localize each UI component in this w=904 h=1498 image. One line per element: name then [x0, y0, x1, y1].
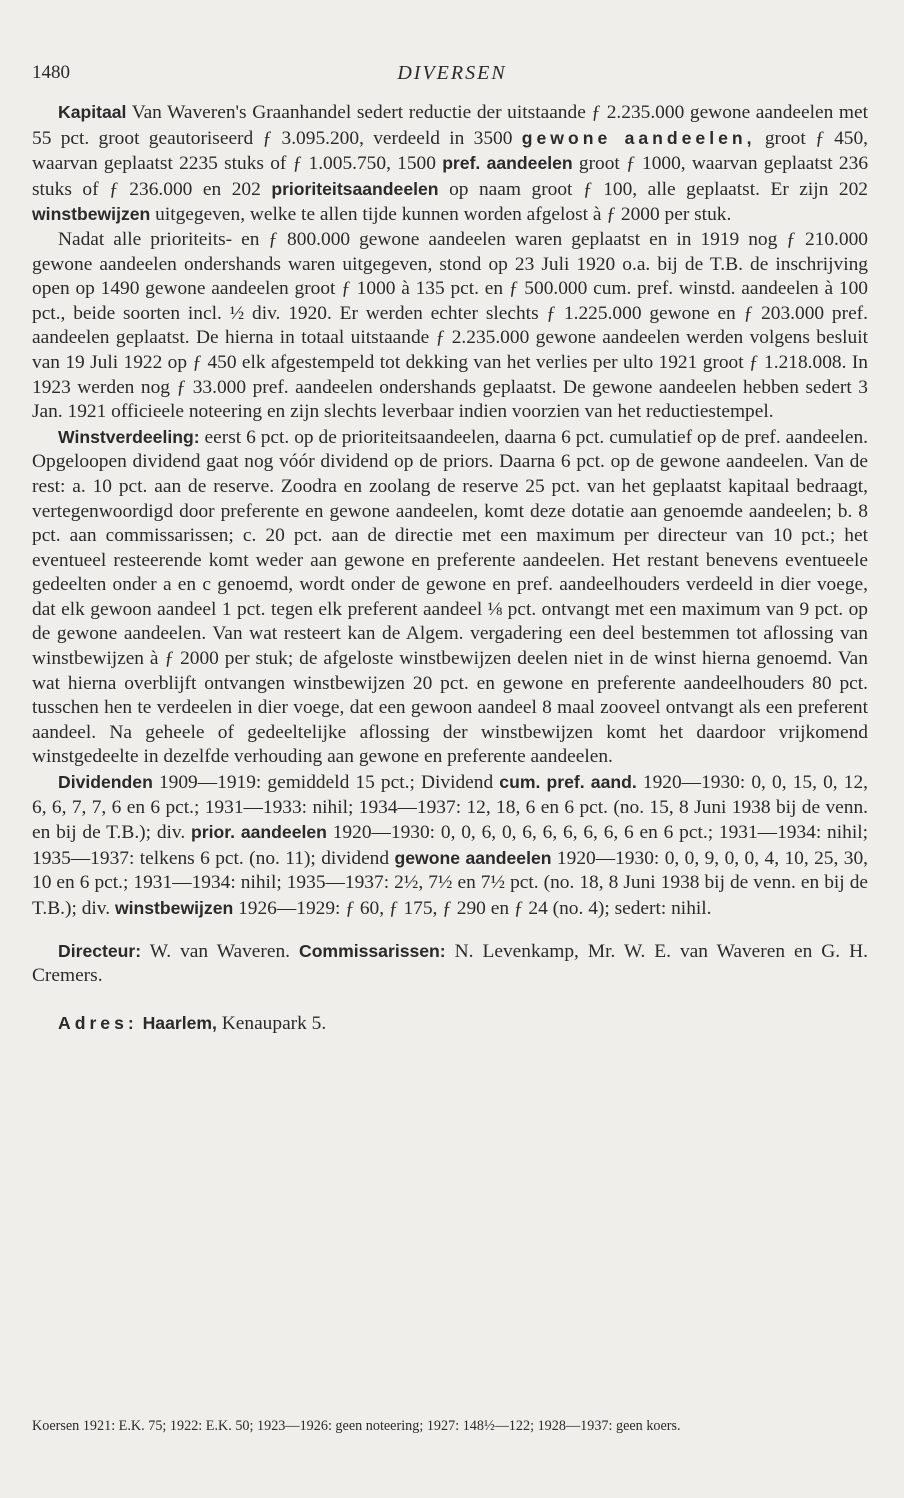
- nadat-paragraph: Nadat alle prioriteits- en ƒ 800.000 gewone aandeelen waren geplaatst en in 1919 nog ƒ 210.000 gewone aandeelen ondershands waren uitgegeven, stond op 23 Juli 1920 o.a. bij de T.B. de inschrijving open op 1490 gewone aandeelen groot ƒ 1000 à 135 pct. en ƒ 500.000 cum. pref. winstd. aandeelen à 100 pct., beide soorten incl. ½ div. 1920. Er werden echter slechts ƒ 1.225.000 gewone en ƒ 203.000 pref. aandeelen geplaatst. De hierna in totaal uitstaande ƒ 2.235.000 gewone aandeelen werden volgens besluit van 19 Juli 1922 op ƒ 450 elk afgestempeld tot dekking van het verlies per ulto 1921 groot ƒ 1.218.008. In 1923 werden nog ƒ 33.000 pref. aandeelen ondershands geplaatst. De gewone aandeelen hebben sedert 3 Jan. 1921 officieele noteering en zijn slechts leverbaar indien voorzien van het reductiestempel.: [32, 228, 868, 423]
- kapitaal-text-5: uitgegeven, welke te allen tijde kunnen worden afgelost à ƒ 2000 per stuk.: [150, 204, 732, 226]
- page-header: [32, 62, 872, 88]
- kapitaal-paragraph: [32, 100, 868, 228]
- kapitaal-label: Kapitaal: [58, 102, 127, 122]
- winstbewijzen-dividend-term: winstbewijzen: [114, 898, 234, 918]
- directeur-text-1: W. van Waveren.: [141, 940, 299, 962]
- page-number: 1480: [32, 62, 70, 83]
- dividenden-text-2: 1920—1930: 0, 0, 15, 0, 12, 6, 6, 7, 7, 6 en 6 pct.; 1931—1933: nihil; 1934—1937: 12, 18, 6 en 6 pct. (no. 15, 8 Juni 1938 bij de venn. en bij de T.B.); div.: [32, 772, 868, 844]
- adres-label: Adres:: [58, 1012, 138, 1033]
- adres-paragraph: [32, 1011, 868, 1037]
- gewone-aandeelen-dividend-term: gewone aandeelen: [394, 847, 552, 868]
- kapitaal-text-1: Van Waveren's Graanhandel sedert reductie der uitstaande ƒ 2.235.000 gewone aandeelen met 55 pct. groot geautoriseerd ƒ 3.095.200, verdeeld in 3500: [32, 102, 868, 149]
- cum-pref-term: cum. pref. aand.: [499, 772, 637, 793]
- prioriteitsaandeelen-term: prioriteitsaandeelen: [271, 178, 439, 199]
- commissarissen-label: Commissarissen:: [298, 940, 446, 961]
- dividenden-text-5: 1926—1929: ƒ 60, ƒ 175, ƒ 290 en ƒ 24 (no. 4); sedert: nihil.: [233, 898, 712, 919]
- dividenden-paragraph: [32, 770, 868, 922]
- dividenden-text-4: 1920—1930: 0, 0, 9, 0, 0, 4, 10, 25, 30, 10 en 6 pct.; 1931—1934: nihil; 1935—1937: 2½, 7½ en 7½ pct. (no. 18, 8 Juni 1938 bij de venn. en bij de T.B.); div.: [32, 847, 869, 919]
- prior-aandeelen-term: prior. aandeelen: [191, 822, 327, 843]
- running-title: DIVERSEN: [397, 62, 507, 84]
- kapitaal-text-2: groot ƒ 450, waarvan geplaatst 2235 stuks of ƒ 1.005.750, 1500: [32, 127, 868, 175]
- directeur-label: Directeur:: [58, 940, 142, 961]
- winstbewijzen-term: winstbewijzen: [32, 204, 151, 225]
- pref-aandeelen-term: pref. aandeelen: [442, 153, 573, 174]
- winstverdeeling-label: Winstverdeeling:: [58, 426, 200, 447]
- dividenden-text-3: 1920—1930: 0, 0, 6, 0, 6, 6, 6, 6, 6, 6 en 6 pct.; 1931—1934: nihil; 1935—1937: telkens 6 pct. (no. 11); dividend: [32, 822, 868, 869]
- winstverdeeling-paragraph: [32, 425, 868, 770]
- directeur-text-2: N. Levenkamp, Mr. W. E. van Waveren en G. H. Cremers.: [32, 940, 868, 987]
- dividenden-label: Dividenden: [58, 772, 153, 793]
- winstverdeeling-text: eerst 6 pct. op de prioriteitsaandeelen, daarna 6 pct. cumulatief op de pref. aandeelen. Opgeloopen dividend gaat nog vóór dividend op de priors. Daarna 6 pct. op de gewone aandeelen. Van de rest: a. 10 pct. aan de reserve. Zoodra en zoolang de reserve 25 pct. van het geplaatst kapitaal bedraagt, vertegenwoordigd door preferente en gewone aandeelen, komt deze dotatie aan genoemde aandeelen; b. 8 pct. aan commissarissen; c. 20 pct. aan de directie met een maximum per directeur van 10 pct.; het eventueel resteerende komt weder aan gewone en preferente aandeelen. Het restant benevens eventueele gedeelten onder a en c genoemd, wordt onder de gewone en pref. aandeelhouders verdeeld in dier voege, dat elk gewoon aandeel 1 pct. tegen elk preferent aandeel ⅛ pct. ontvangt met een maximum van 9 pct. op de gewone aandeelen. Van wat resteert kan de Algem. vergadering een deel bestemmen tot aflossing van winstbewijzen à ƒ 2000 per stuk; de afgeloste winstbewijzen deelen niet in de winst hierna genoemd. Van wat hierna overblijft ontvangen winstbewijzen 20 pct. en gewone en preferente aandeelhouders 80 pct. tusschen hen te verdeelen in dier voege, dat een gewoon aandeel 8 maal zooveel ontvangt als een preferent aandeel. Na geheele of gedeeltelijke aflossing der winstbewijzen komt het daardoor vrijkomend winstgedeelte in dezelfde verhouding aan gewone en preferente aandeelen.: [32, 426, 868, 768]
- adres-street: Kenaupark 5.: [216, 1012, 327, 1034]
- article-body: [32, 100, 868, 1036]
- gewone-aandeelen-term: gewone aandeelen,: [521, 127, 756, 148]
- directeur-paragraph: [32, 939, 868, 989]
- kapitaal-text-4: op naam groot ƒ 100, alle geplaatst. Er zijn 202: [438, 178, 869, 200]
- adres-city: Haarlem,: [142, 1012, 217, 1033]
- kapitaal-text-3: groot ƒ 1000, waarvan geplaatst 236 stuks of ƒ 236.000 en 202: [32, 153, 869, 200]
- koersen-footnote: Koersen 1921: E.K. 75; 1922: E.K. 50; 1923—1926: geen noteering; 1927: 148½—122; 1928—1937: geen koers.: [32, 1418, 681, 1434]
- dividenden-text-1: 1909—1919: gemiddeld 15 pct.; Dividend: [152, 772, 500, 794]
